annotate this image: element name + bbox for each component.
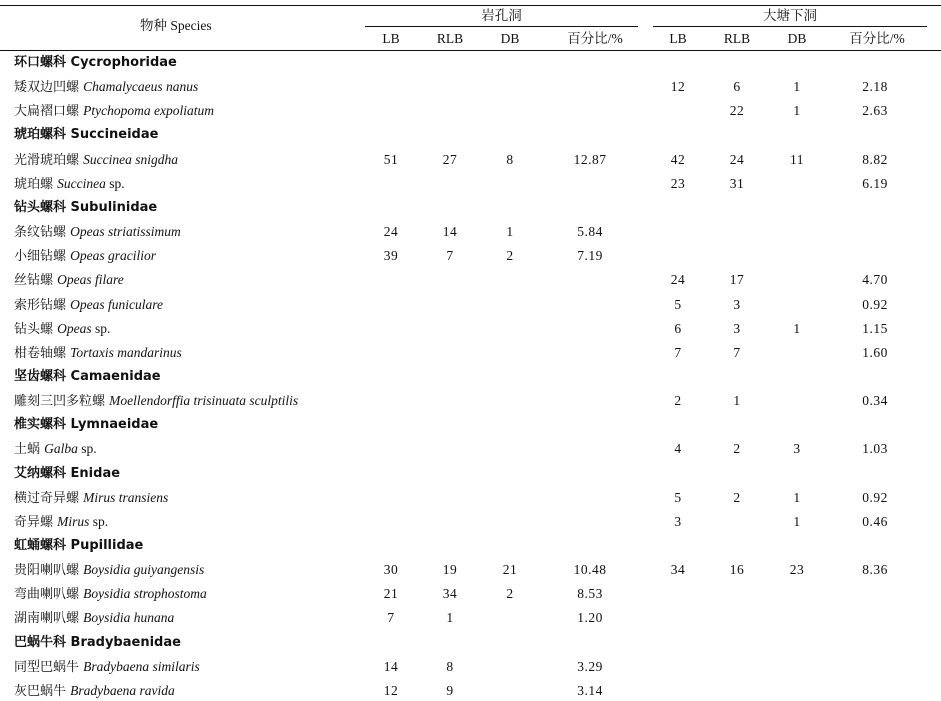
species-name-latin: Succinea snigdha bbox=[83, 152, 179, 167]
g2-pct-value: 0.34 bbox=[862, 393, 888, 408]
species-name-cn: 矮双边凹螺 bbox=[14, 80, 80, 95]
g2-rlb-value: 31 bbox=[729, 176, 745, 191]
species-row bbox=[14, 562, 204, 579]
species-name-cn: 条纹钻螺 bbox=[14, 225, 67, 240]
g1-lb-value: 39 bbox=[383, 248, 399, 263]
group-header-datangxia-cave: 大塘下洞 bbox=[763, 8, 817, 23]
species-row bbox=[14, 490, 168, 507]
species-row bbox=[14, 441, 97, 458]
g1-pct-value: 3.29 bbox=[577, 659, 603, 674]
g2-pct-value: 2.18 bbox=[862, 79, 888, 94]
species-row bbox=[14, 586, 207, 603]
col-header-lb-g2: LB bbox=[669, 31, 687, 46]
g1-lb-value: 51 bbox=[383, 152, 399, 167]
g2-rlb-value: 24 bbox=[729, 152, 745, 167]
g1-rlb-value: 27 bbox=[442, 152, 458, 167]
g2-lb-value: 6 bbox=[674, 321, 682, 336]
g2-pct-value: 1.03 bbox=[862, 441, 888, 456]
g2-lb-value: 24 bbox=[670, 272, 686, 287]
col-header-pct-g2: 百分比/% bbox=[849, 31, 905, 46]
family-row bbox=[14, 127, 158, 143]
species-name-cn: 琥珀螺 bbox=[14, 177, 54, 192]
family-name-latin: Subulinidae bbox=[70, 200, 158, 215]
g2-db-value: 11 bbox=[790, 152, 804, 167]
g2-db-value: 1 bbox=[793, 103, 801, 118]
species-name-cn: 横过奇异螺 bbox=[14, 491, 80, 506]
family-name-cn: 钻头螺科 bbox=[14, 200, 67, 215]
family-row bbox=[14, 466, 120, 482]
g2-lb-value: 2 bbox=[674, 393, 682, 408]
table-top-rule bbox=[0, 5, 941, 6]
species-name-latin: Ptychopoma expoliatum bbox=[83, 103, 214, 118]
g2-pct-value: 6.19 bbox=[862, 176, 888, 191]
species-name-cn: 大扁褶口螺 bbox=[14, 104, 80, 119]
species-name-latin: Galba bbox=[44, 441, 78, 456]
species-name-suffix: sp. bbox=[105, 176, 125, 191]
g1-pct-value: 10.48 bbox=[573, 562, 607, 577]
family-name-latin: Pupillidae bbox=[70, 538, 144, 553]
family-name-latin: Bradybaenidae bbox=[70, 635, 181, 650]
family-name-latin: Camaenidae bbox=[70, 369, 161, 384]
g2-rlb-value: 1 bbox=[733, 393, 741, 408]
species-row bbox=[14, 659, 200, 676]
g2-rlb-value: 6 bbox=[733, 79, 741, 94]
family-row bbox=[14, 200, 157, 216]
g1-lb-value: 30 bbox=[383, 562, 399, 577]
g1-db-value: 2 bbox=[506, 248, 514, 263]
family-name-cn: 巴蜗牛科 bbox=[14, 635, 67, 650]
col-header-rlb-g2: RLB bbox=[723, 31, 751, 46]
species-row bbox=[14, 103, 214, 120]
species-row bbox=[14, 683, 175, 700]
g1-pct-value: 1.20 bbox=[577, 610, 603, 625]
g2-lb-value: 42 bbox=[670, 152, 686, 167]
g1-rlb-value: 34 bbox=[442, 586, 458, 601]
species-name-cn: 同型巴蜗牛 bbox=[14, 660, 80, 675]
g2-pct-value: 0.92 bbox=[862, 297, 888, 312]
g1-pct-value: 3.14 bbox=[577, 683, 603, 698]
species-name-suffix: sp. bbox=[89, 514, 109, 529]
species-column-header: 物种 Species bbox=[140, 18, 212, 33]
species-name-cn: 光滑琥珀螺 bbox=[14, 153, 80, 168]
species-name-cn: 丝钻螺 bbox=[14, 273, 54, 288]
g1-rlb-value: 9 bbox=[446, 683, 454, 698]
species-name-latin: Chamalycaeus nanus bbox=[83, 79, 199, 94]
species-name-latin: Succinea bbox=[57, 176, 106, 191]
group1-underline bbox=[365, 26, 638, 27]
g2-pct-value: 0.92 bbox=[862, 490, 888, 505]
g2-pct-value: 2.63 bbox=[862, 103, 888, 118]
species-name-latin: Opeas striatissimum bbox=[70, 224, 181, 239]
species-name-latin: Bradybaena similaris bbox=[83, 659, 200, 674]
g2-db-value: 1 bbox=[793, 321, 801, 336]
family-row bbox=[14, 538, 143, 554]
g1-lb-value: 7 bbox=[387, 610, 395, 625]
species-name-latin: Mirus bbox=[57, 514, 90, 529]
g2-rlb-value: 17 bbox=[729, 272, 745, 287]
g2-rlb-value: 2 bbox=[733, 441, 741, 456]
g1-db-value: 1 bbox=[506, 224, 514, 239]
species-name-latin: Opeas funiculare bbox=[70, 297, 164, 312]
species-row bbox=[14, 176, 125, 193]
family-name-latin: Enidae bbox=[70, 466, 121, 481]
family-name-latin: Succineidae bbox=[70, 127, 159, 142]
family-row bbox=[14, 369, 161, 385]
g1-pct-value: 5.84 bbox=[577, 224, 603, 239]
family-name-cn: 环口螺科 bbox=[14, 55, 67, 70]
g2-rlb-value: 22 bbox=[729, 103, 745, 118]
col-header-db-g1: DB bbox=[500, 31, 520, 46]
species-name-cn: 小细钻螺 bbox=[14, 249, 67, 264]
g2-pct-value: 8.36 bbox=[862, 562, 888, 577]
family-name-cn: 琥珀螺科 bbox=[14, 127, 67, 142]
species-name-latin: Moellendorffia trisinuata sculptilis bbox=[109, 393, 299, 408]
family-name-latin: Lymnaeidae bbox=[70, 417, 159, 432]
species-name-latin: Opeas bbox=[57, 321, 92, 336]
g2-lb-value: 4 bbox=[674, 441, 682, 456]
species-name-cn: 弯曲喇叭螺 bbox=[14, 587, 80, 602]
species-name-cn: 土蜗 bbox=[14, 442, 41, 457]
g2-pct-value: 1.60 bbox=[862, 345, 888, 360]
g1-pct-value: 7.19 bbox=[577, 248, 603, 263]
species-row bbox=[14, 79, 198, 96]
species-name-latin: Boysidia guiyangensis bbox=[83, 562, 205, 577]
species-name-cn: 灰巴蜗牛 bbox=[14, 684, 67, 699]
species-name-cn: 柑卷轴螺 bbox=[14, 346, 67, 361]
species-row bbox=[14, 393, 298, 410]
species-name-suffix: sp. bbox=[77, 441, 97, 456]
g2-lb-value: 12 bbox=[670, 79, 686, 94]
g2-rlb-value: 2 bbox=[733, 490, 741, 505]
species-row bbox=[14, 345, 182, 362]
col-header-rlb-g1: RLB bbox=[436, 31, 464, 46]
family-name-latin: Cycrophoridae bbox=[70, 55, 177, 70]
g2-db-value: 1 bbox=[793, 79, 801, 94]
group-header-yankong-cave: 岩孔洞 bbox=[481, 8, 522, 23]
g2-rlb-value: 16 bbox=[729, 562, 745, 577]
g2-lb-value: 3 bbox=[674, 514, 682, 529]
g2-rlb-value: 7 bbox=[733, 345, 741, 360]
g1-rlb-value: 1 bbox=[446, 610, 454, 625]
species-row bbox=[14, 514, 108, 531]
species-name-cn: 雕刻三凹多粒螺 bbox=[14, 394, 106, 409]
g1-rlb-value: 14 bbox=[442, 224, 458, 239]
g1-lb-value: 24 bbox=[383, 224, 399, 239]
species-row bbox=[14, 321, 110, 338]
species-row bbox=[14, 272, 124, 289]
family-name-cn: 椎实螺科 bbox=[14, 417, 67, 432]
g2-pct-value: 4.70 bbox=[862, 272, 888, 287]
species-name-cn: 索形钻螺 bbox=[14, 298, 67, 313]
g1-lb-value: 21 bbox=[383, 586, 399, 601]
species-name-cn: 钻头螺 bbox=[14, 322, 54, 337]
g2-lb-value: 5 bbox=[674, 490, 682, 505]
g2-lb-value: 34 bbox=[670, 562, 686, 577]
species-name-latin: Boysidia hunana bbox=[83, 610, 175, 625]
species-row bbox=[14, 610, 174, 627]
g2-db-value: 1 bbox=[793, 514, 801, 529]
g2-lb-value: 23 bbox=[670, 176, 686, 191]
species-row bbox=[14, 152, 178, 169]
family-row bbox=[14, 635, 181, 651]
g1-rlb-value: 19 bbox=[442, 562, 458, 577]
g2-rlb-value: 3 bbox=[733, 321, 741, 336]
family-name-cn: 坚齿螺科 bbox=[14, 369, 67, 384]
g2-rlb-value: 3 bbox=[733, 297, 741, 312]
species-name-latin: Boysidia strophostoma bbox=[83, 586, 207, 601]
g1-lb-value: 14 bbox=[383, 659, 399, 674]
col-header-lb-g1: LB bbox=[382, 31, 400, 46]
col-header-pct-g1: 百分比/% bbox=[567, 31, 623, 46]
g2-db-value: 3 bbox=[793, 441, 801, 456]
species-name-cn: 湖南喇叭螺 bbox=[14, 611, 80, 626]
family-row bbox=[14, 55, 177, 71]
species-name-latin: Opeas filare bbox=[57, 272, 124, 287]
g1-rlb-value: 8 bbox=[446, 659, 454, 674]
species-name-latin: Tortaxis mandarinus bbox=[70, 345, 182, 360]
g2-db-value: 1 bbox=[793, 490, 801, 505]
col-header-db-g2: DB bbox=[787, 31, 807, 46]
species-name-cn: 奇异螺 bbox=[14, 515, 54, 530]
group2-underline bbox=[653, 26, 927, 27]
g1-rlb-value: 7 bbox=[446, 248, 454, 263]
g2-lb-value: 7 bbox=[674, 345, 682, 360]
species-row bbox=[14, 224, 181, 241]
g2-pct-value: 8.82 bbox=[862, 152, 888, 167]
g2-lb-value: 5 bbox=[674, 297, 682, 312]
species-name-cn: 贵阳喇叭螺 bbox=[14, 563, 80, 578]
family-name-cn: 虹蛹螺科 bbox=[14, 538, 67, 553]
g2-pct-value: 0.46 bbox=[862, 514, 888, 529]
species-row bbox=[14, 297, 163, 314]
g2-pct-value: 1.15 bbox=[862, 321, 888, 336]
species-name-latin: Mirus transiens bbox=[83, 490, 169, 505]
g1-db-value: 21 bbox=[502, 562, 518, 577]
g1-pct-value: 8.53 bbox=[577, 586, 603, 601]
g2-db-value: 23 bbox=[789, 562, 805, 577]
species-row bbox=[14, 248, 156, 265]
species-name-latin: Bradybaena ravida bbox=[70, 683, 175, 698]
g1-lb-value: 12 bbox=[383, 683, 399, 698]
g1-db-value: 8 bbox=[506, 152, 514, 167]
g1-pct-value: 12.87 bbox=[573, 152, 607, 167]
species-name-latin: Opeas gracilior bbox=[70, 248, 157, 263]
header-bottom-rule bbox=[0, 50, 941, 51]
family-name-cn: 艾纳螺科 bbox=[14, 466, 67, 481]
family-row bbox=[14, 417, 158, 433]
g1-db-value: 2 bbox=[506, 586, 514, 601]
species-name-suffix: sp. bbox=[91, 321, 111, 336]
